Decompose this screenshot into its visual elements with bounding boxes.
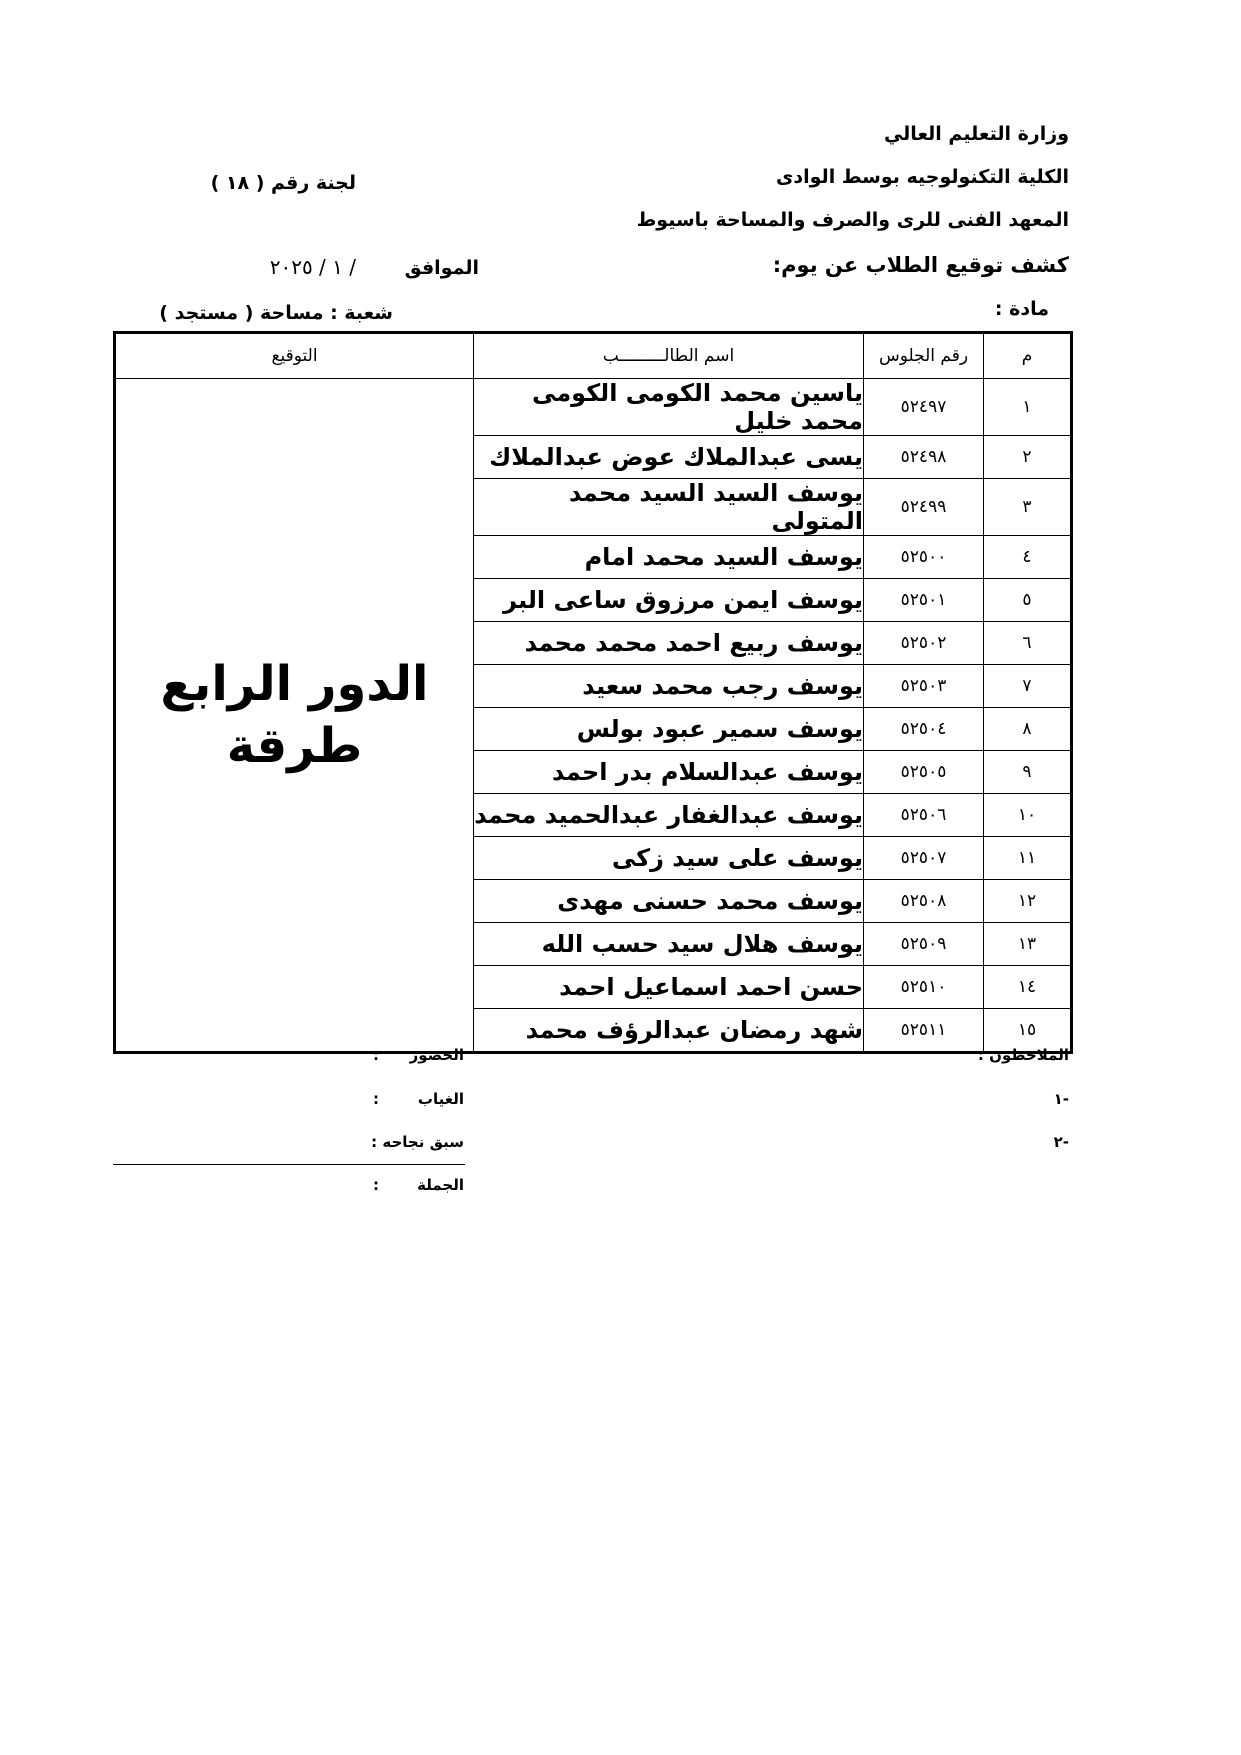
student-name: يوسف ربيع احمد محمد محمد [474, 622, 864, 665]
header-signature: التوقيع [115, 333, 474, 379]
student-name: يوسف ايمن مرزوق ساعى البر [474, 579, 864, 622]
ministry-name: وزارة التعليم العالي [883, 123, 1069, 145]
subject-label: مادة : [994, 298, 1049, 320]
seat-number: ٥٢٥٠٥ [864, 751, 984, 794]
date-value: / ١ / ٢٠٢٥ [269, 255, 356, 279]
round-location-line2: طرقة [226, 718, 363, 774]
row-index: ١٠ [984, 794, 1072, 837]
total-label: الجملة [417, 1176, 464, 1194]
seat-number: ٥٢٥٠٤ [864, 708, 984, 751]
division-label: شعبة : مساحة ( مستجد ) [159, 302, 393, 324]
seat-number: ٥٢٥٠٨ [864, 880, 984, 923]
seat-number: ٥٢٤٩٩ [864, 479, 984, 536]
student-name: يوسف هلال سيد حسب الله [474, 923, 864, 966]
student-name: يوسف رجب محمد سعيد [474, 665, 864, 708]
student-name: حسن احمد اسماعيل احمد [474, 966, 864, 1009]
seat-number: ٥٢٥٠٧ [864, 837, 984, 880]
total-colon: : [373, 1176, 379, 1194]
notes-label: الملاحظون : [977, 1046, 1069, 1064]
student-signature-table [113, 331, 1073, 1054]
signature-cell[interactable] [115, 379, 474, 1053]
row-index: ٨ [984, 708, 1072, 751]
seat-number: ٥٢٥٠٩ [864, 923, 984, 966]
header-seat-number: رقم الجلوس [864, 333, 984, 379]
prior-success-label: سبق نجاحه : [371, 1133, 464, 1151]
institute-name: المعهد الفنى للرى والصرف والمساحة باسيوط [636, 209, 1069, 231]
seat-number: ٥٢٤٩٨ [864, 436, 984, 479]
attendance-colon: : [373, 1046, 379, 1064]
row-index: ١٣ [984, 923, 1072, 966]
absence-colon: : [373, 1090, 379, 1108]
seat-number: ٥٢٥٠٣ [864, 665, 984, 708]
student-name: يوسف عبدالغفار عبدالحميد محمد [474, 794, 864, 837]
student-name: يوسف محمد حسنى مهدى [474, 880, 864, 923]
row-index: ٣ [984, 479, 1072, 536]
round-location-line1: الدور الرابع [160, 656, 429, 712]
header-index: م [984, 333, 1072, 379]
student-name: يوسف السيد السيد محمد المتولى [474, 479, 864, 536]
row-index: ١١ [984, 837, 1072, 880]
student-name: يوسف السيد محمد امام [474, 536, 864, 579]
row-index: ١٥ [984, 1009, 1072, 1053]
seat-number: ٥٢٥٠٢ [864, 622, 984, 665]
row-index: ١٢ [984, 880, 1072, 923]
table-header-row [115, 333, 1072, 379]
student-name: يوسف عبدالسلام بدر احمد [474, 751, 864, 794]
college-name: الكلية التكنولوجيه بوسط الوادى [775, 166, 1069, 188]
absence-label: الغياب [417, 1090, 464, 1108]
row-index: ١ [984, 379, 1072, 436]
row-index: ٩ [984, 751, 1072, 794]
row-index: ٤ [984, 536, 1072, 579]
attendance-label: الحضور [409, 1046, 464, 1064]
row-index: ١٤ [984, 966, 1072, 1009]
committee-number: لجنة رقم ( ١٨ ) [210, 172, 356, 194]
note-line-1: -١ [1053, 1090, 1069, 1108]
seat-number: ٥٢٥١١ [864, 1009, 984, 1053]
row-index: ٦ [984, 622, 1072, 665]
row-index: ٥ [984, 579, 1072, 622]
date-label: الموافق [404, 257, 479, 279]
seat-number: ٥٢٥٠٦ [864, 794, 984, 837]
sheet-title: كشف توقيع الطلاب عن يوم: [772, 253, 1069, 277]
seat-number: ٥٢٤٩٧ [864, 379, 984, 436]
row-index: ٢ [984, 436, 1072, 479]
seat-number: ٥٢٥٠٠ [864, 536, 984, 579]
table-row [115, 379, 1072, 436]
totals-divider [113, 1164, 465, 1165]
seat-number: ٥٢٥٠١ [864, 579, 984, 622]
student-name: يسى عبدالملاك عوض عبدالملاك [474, 436, 864, 479]
student-name: ياسين محمد الكومى الكومى محمد خليل [474, 379, 864, 436]
header-student-name: اسم الطالـــــــــب [474, 333, 864, 379]
student-name: شهد رمضان عبدالرؤف محمد [474, 1009, 864, 1053]
note-line-2: -٢ [1053, 1133, 1069, 1151]
student-name: يوسف على سيد زكى [474, 837, 864, 880]
seat-number: ٥٢٥١٠ [864, 966, 984, 1009]
row-index: ٧ [984, 665, 1072, 708]
student-name: يوسف سمير عبود بولس [474, 708, 864, 751]
